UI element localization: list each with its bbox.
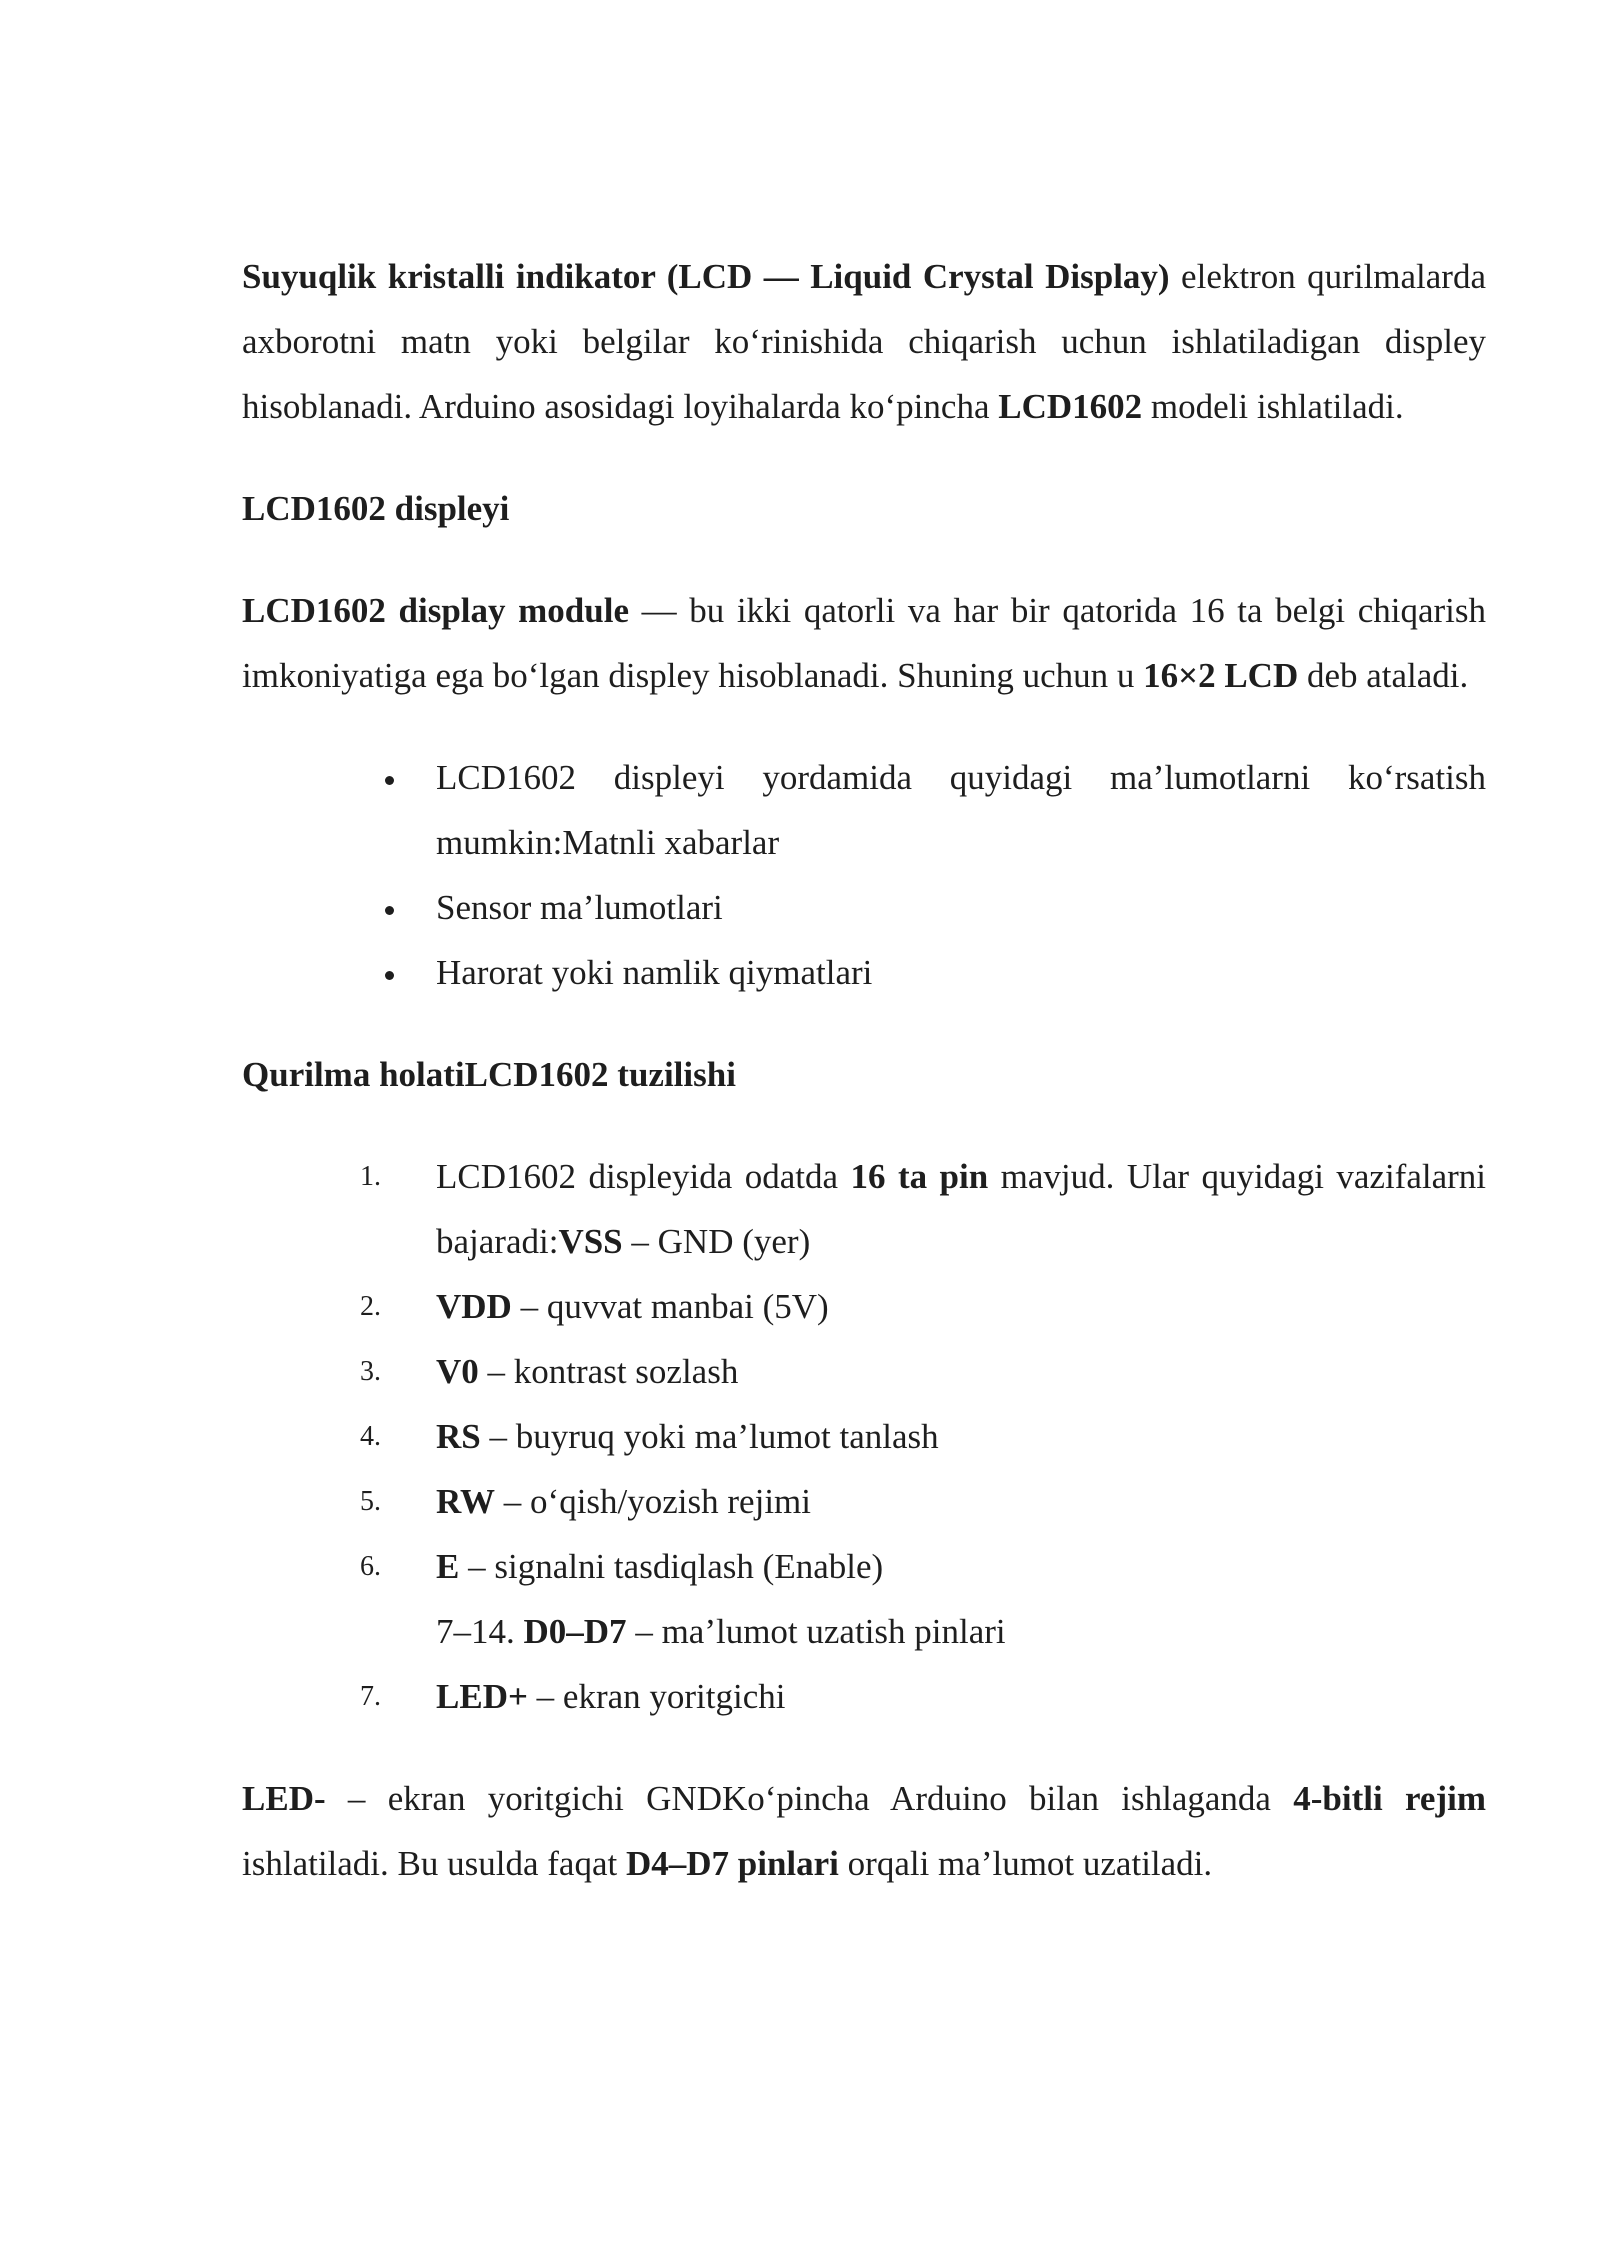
list-item: Sensor ma’lumotlari <box>242 875 1486 940</box>
module-term: LCD1602 display module <box>242 591 629 630</box>
list-number: 4. <box>360 1421 381 1452</box>
bullet-icon <box>385 906 394 915</box>
list-item: 1. LCD1602 displeyida odatda 16 ta pin mavjud. Ular quyidagi vazifalarni bajaradi:VSS – GND (yer) <box>242 1144 1486 1274</box>
intro-paragraph: Suyuqlik kristalli indikator (LCD — Liquid Crystal Display) elektron qurilmalarda axborotni matn yoki belgilar ko‘rinishida chiqarish uchun ishlatiladigan displey hisoblanadi. Arduino asosidagi loyihalarda ko‘pincha LCD1602 modeli ishlatiladi. <box>242 257 1486 426</box>
bullet-list <box>242 745 1486 1005</box>
list-item: 4. RS – buyruq yoki ma’lumot tanlash <box>242 1404 1486 1469</box>
list-number: 6. <box>360 1551 381 1582</box>
pin-list <box>242 1144 1486 1729</box>
list-number: 5. <box>360 1486 381 1517</box>
list-item: 5. RW – o‘qish/yozish rejimi <box>242 1469 1486 1534</box>
bullet-icon <box>385 776 394 785</box>
lcd-term: Suyuqlik kristalli indikator (LCD — Liquid Crystal Display) <box>242 257 1170 296</box>
bullet-icon <box>385 971 394 980</box>
section-heading-structure: Qurilma holatiLCD1602 tuzilishi <box>242 1055 736 1094</box>
closing-paragraph: LED- – ekran yoritgichi GNDKo‘pincha Arduino bilan ishlaganda 4-bitli rejim ishlatiladi. Bu usulda faqat D4–D7 pinlari orqali ma’lumot uzatiladi. <box>242 1779 1487 1883</box>
list-item: 3. V0 – kontrast sozlash <box>242 1339 1486 1404</box>
list-item: LCD1602 displeyi yordamida quyidagi ma’lumotlarni ko‘rsatish mumkin:Matnli xabarlar <box>242 745 1486 875</box>
list-number: 3. <box>360 1356 381 1387</box>
lcd1602-term: LCD1602 <box>998 387 1143 426</box>
document-page <box>242 244 1486 1896</box>
list-item: 6. E – signalni tasdiqlash (Enable) <box>242 1534 1486 1599</box>
list-item: 2. VDD – quvvat manbai (5V) <box>242 1274 1486 1339</box>
16x2-term: 16×2 LCD <box>1143 656 1299 695</box>
module-paragraph: LCD1602 display module — bu ikki qatorli va har bir qatorida 16 ta belgi chiqarish imkoniyatiga ega bo‘lgan displey hisoblanadi. Shuning uchun u 16×2 LCD deb ataladi. <box>242 591 1486 695</box>
list-number: 1. <box>360 1161 381 1192</box>
list-item: 7. LED+ – ekran yoritgichi <box>242 1664 1486 1729</box>
list-number: 2. <box>360 1291 381 1322</box>
section-heading-display: LCD1602 displeyi <box>242 489 510 528</box>
list-item: 7–14. D0–D7 – ma’lumot uzatish pinlari <box>436 1612 1006 1651</box>
list-number: 7. <box>360 1681 381 1712</box>
list-item: Harorat yoki namlik qiymatlari <box>242 940 1486 1005</box>
